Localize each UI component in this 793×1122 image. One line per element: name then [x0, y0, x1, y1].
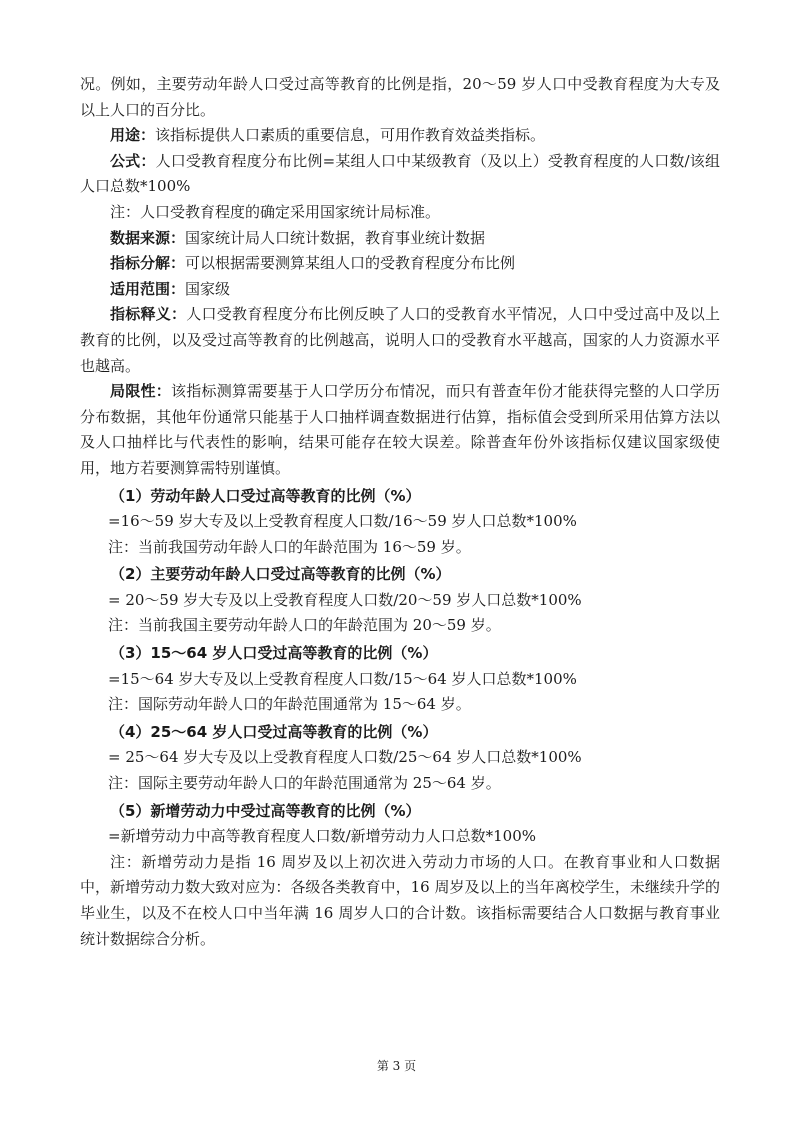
formula-label: 公式： — [110, 151, 156, 170]
sub-indicator-5 — [80, 799, 720, 953]
limitation-paragraph — [80, 379, 720, 481]
sub-indicator-note: 注：新增劳动力是指 16 周岁及以上初次进入劳动力市场的人口。在教育事业和人口数据中，新增劳动力数大致对应为：各级各类教育中，16 周岁及以上的当年离校学生，未继续升学的毕业生，以及不在校人口中当年满 16 周岁人口的合计数。该指标需要结合人口数据与教育事业统计数据综合分析。 — [80, 852, 720, 948]
data-source-paragraph — [80, 226, 720, 252]
sub-indicator-formula: =16～59 岁大专及以上受教育程度人口数/16～59 岁人口总数*100% — [108, 512, 577, 531]
scope-paragraph — [80, 277, 720, 303]
sub-indicator-title: （3）15～64 岁人口受过高等教育的比例（%） — [110, 644, 438, 663]
sub-indicator-1 — [80, 484, 720, 561]
document-page — [80, 72, 720, 952]
sub-indicator-title: （1）劳动年龄人口受过高等教育的比例（%） — [110, 486, 421, 505]
sub-indicator-3 — [80, 641, 720, 718]
sub-indicator-formula: =新增劳动力中高等教育程度人口数/新增劳动力人口总数*100% — [108, 827, 537, 846]
usage-text: 该指标提供人口素质的重要信息，可用作教育效益类指标。 — [155, 126, 546, 145]
formula-text: 人口受教育程度分布比例=某组人口中某级教育（及以上）受教育程度的人口数/该组人口总数*100% — [80, 151, 720, 196]
usage-paragraph — [80, 123, 720, 149]
data-source-label: 数据来源： — [110, 228, 186, 247]
sub-indicator-2 — [80, 562, 720, 639]
sub-indicator-note: 注：国际劳动年龄人口的年龄范围通常为 15～64 岁。 — [108, 695, 471, 714]
interpretation-label: 指标释义： — [110, 305, 187, 324]
formula-note: 注：人口受教育程度的确定采用国家统计局标准。 — [110, 202, 441, 221]
data-source-text: 国家统计局人口统计数据，教育事业统计数据 — [185, 228, 486, 247]
sub-indicator-formula: = 20～59 岁大专及以上受教育程度人口数/20～59 岁人口总数*100% — [108, 590, 582, 609]
limitation-label: 局限性： — [110, 382, 172, 401]
limitation-text: 该指标测算需要基于人口学历分布情况，而只有普查年份才能获得完整的人口学历分布数据，其他年份通常只能基于人口抽样调查数据进行估算，指标值会受到所采用估算方法以及人口抽样比与代表性的影响，结果可能存在较大误差。除普查年份外该指标仅建议国家级使用，地方若要测算需特别谨慎。 — [80, 382, 720, 477]
usage-label: 用途： — [110, 126, 156, 145]
interpretation-paragraph — [80, 302, 720, 379]
sub-indicator-title: （4）25～64 岁人口受过高等教育的比例（%） — [110, 722, 438, 741]
sub-indicator-note: 注：当前我国主要劳动年龄人口的年龄范围为 20～59 岁。 — [108, 616, 501, 635]
sub-indicator-formula: = 25～64 岁大专及以上受教育程度人口数/25～64 岁人口总数*100% — [108, 748, 582, 767]
interpretation-text: 人口受教育程度分布比例反映了人口的受教育水平情况，人口中受过高中及以上教育的比例，以及受过高等教育的比例越高，说明人口的受教育水平越高，国家的人力资源水平也越高。 — [80, 305, 720, 375]
sub-indicator-title: （2）主要劳动年龄人口受过高等教育的比例（%） — [110, 565, 451, 584]
decomposition-text: 可以根据需要测算某组人口的受教育程度分布比例 — [185, 254, 516, 273]
sub-indicator-4 — [80, 720, 720, 797]
formula-paragraph — [80, 149, 720, 200]
page-number: 第 3 页 — [376, 1059, 417, 1073]
sub-indicator-note: 注：国际主要劳动年龄人口的年龄范围通常为 25～64 岁。 — [108, 774, 501, 793]
sub-indicator-title: （5）新增劳动力中受过高等教育的比例（%） — [110, 801, 421, 820]
decomposition-paragraph — [80, 251, 720, 277]
intro-paragraph: 况。例如，主要劳动年龄人口受过高等教育的比例是指，20～59 岁人口中受教育程度为大专及以上人口的百分比。 — [80, 75, 720, 119]
decomposition-label: 指标分解： — [110, 254, 186, 273]
sub-indicator-formula: =15～64 岁大专及以上受教育程度人口数/15～64 岁人口总数*100% — [108, 669, 577, 688]
scope-label: 适用范围： — [110, 279, 186, 298]
sub-indicator-note: 注：当前我国劳动年龄人口的年龄范围为 16～59 岁。 — [108, 537, 471, 556]
scope-text: 国家级 — [185, 279, 231, 298]
